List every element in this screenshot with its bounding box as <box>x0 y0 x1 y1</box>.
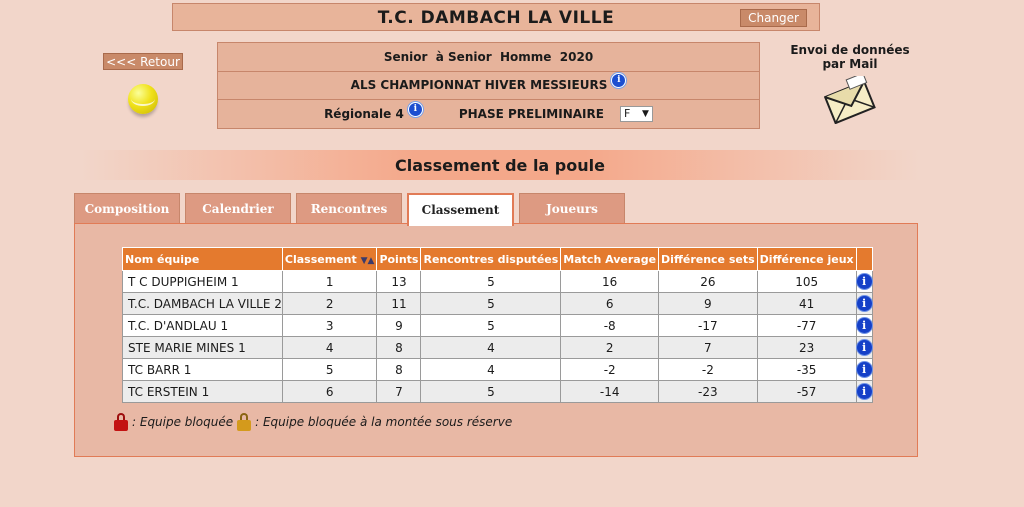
table-cell: -57 <box>757 381 856 403</box>
column-header-matches[interactable]: Rencontres disputées <box>421 248 561 271</box>
table-header-row <box>123 248 873 271</box>
info-cell <box>856 337 872 359</box>
mail-send-label <box>786 43 914 71</box>
tab-classement[interactable]: Classement <box>407 193 514 226</box>
column-header-sets-diff[interactable]: Différence sets <box>659 248 758 271</box>
tab-rencontres[interactable]: Rencontres <box>296 193 402 224</box>
table-cell: 5 <box>421 271 561 293</box>
phase-select-value: F <box>623 107 631 120</box>
back-button[interactable]: <<< Retour <box>103 53 183 70</box>
table-cell: 7 <box>377 381 421 403</box>
tab-composition[interactable]: Composition <box>74 193 180 224</box>
table-cell: -8 <box>561 315 659 337</box>
team-name-cell[interactable]: T C DUPPIGHEIM 1 <box>123 271 283 293</box>
team-name-cell[interactable]: T.C. D'ANDLAU 1 <box>123 315 283 337</box>
table-cell: 3 <box>282 315 377 337</box>
column-header-games-diff[interactable]: Différence jeux <box>757 248 856 271</box>
team-name-cell[interactable]: TC ERSTEIN 1 <box>123 381 283 403</box>
column-header-match-average[interactable]: Match Average <box>561 248 659 271</box>
table-row <box>123 381 873 403</box>
legend <box>114 413 512 431</box>
table-cell: 16 <box>561 271 659 293</box>
table-cell: 1 <box>282 271 377 293</box>
table-cell: -17 <box>659 315 758 337</box>
lock-red-icon <box>114 413 128 431</box>
section-title: Classement de la poule <box>395 156 605 175</box>
section-header <box>80 150 920 180</box>
table-row <box>123 359 873 381</box>
info-icon[interactable]: i <box>857 296 872 311</box>
table-row <box>123 315 873 337</box>
table-cell: -2 <box>561 359 659 381</box>
table-cell: -14 <box>561 381 659 403</box>
table-cell: 26 <box>659 271 758 293</box>
dropdown-arrow-icon: ▼ <box>642 109 649 119</box>
table-cell: -2 <box>659 359 758 381</box>
club-title: T.C. DAMBACH LA VILLE <box>377 8 615 28</box>
table-cell: -77 <box>757 315 856 337</box>
info-icon[interactable]: i <box>408 102 423 117</box>
lock-gold-icon <box>237 413 251 431</box>
table-cell: 8 <box>377 337 421 359</box>
table-cell: 5 <box>421 315 561 337</box>
club-header <box>172 3 820 31</box>
info-cell <box>856 381 872 403</box>
table-row <box>123 271 873 293</box>
table-row <box>123 337 873 359</box>
phase-select[interactable] <box>620 106 653 122</box>
ranking-table-body <box>123 271 873 403</box>
info-icon[interactable]: i <box>857 340 872 355</box>
table-cell: 5 <box>421 293 561 315</box>
team-name-cell[interactable]: TC BARR 1 <box>123 359 283 381</box>
table-cell: -35 <box>757 359 856 381</box>
table-cell: 5 <box>282 359 377 381</box>
info-icon[interactable]: i <box>857 274 872 289</box>
mail-label-line2: par Mail <box>822 57 878 71</box>
column-header-points[interactable]: Points <box>377 248 421 271</box>
column-header-info <box>856 248 872 271</box>
mail-label-line1: Envoi de données <box>790 43 910 57</box>
tennis-ball-icon <box>128 84 158 114</box>
team-name-cell[interactable]: T.C. DAMBACH LA VILLE 2 <box>123 293 283 315</box>
division-label: Régionale 4 <box>324 107 404 121</box>
table-cell: 6 <box>561 293 659 315</box>
category-label: Senior à Senior Homme 2020 <box>383 50 594 64</box>
competition-info <box>217 42 760 129</box>
table-cell: 2 <box>282 293 377 315</box>
category-row <box>218 43 759 72</box>
table-cell: 9 <box>377 315 421 337</box>
legend-blocked-up: : Equipe bloquée à la montée sous réserve <box>255 415 513 429</box>
table-cell: 4 <box>421 359 561 381</box>
table-cell: 8 <box>377 359 421 381</box>
table-cell: 13 <box>377 271 421 293</box>
info-icon[interactable]: i <box>857 384 872 399</box>
table-cell: 23 <box>757 337 856 359</box>
info-icon[interactable]: i <box>857 318 872 333</box>
info-cell <box>856 315 872 337</box>
table-cell: 4 <box>421 337 561 359</box>
division-row <box>218 100 759 128</box>
table-cell: 11 <box>377 293 421 315</box>
column-header-rank[interactable] <box>282 248 377 271</box>
table-cell: 6 <box>282 381 377 403</box>
info-icon[interactable]: i <box>857 362 872 377</box>
phase-label: PHASE PRELIMINAIRE <box>458 107 604 121</box>
mail-envelope-icon[interactable] <box>824 76 876 124</box>
legend-blocked: : Equipe bloquée <box>132 415 234 429</box>
table-cell: -23 <box>659 381 758 403</box>
table-cell: 105 <box>757 271 856 293</box>
table-cell: 5 <box>421 381 561 403</box>
table-cell: 7 <box>659 337 758 359</box>
sort-arrows-icon[interactable]: ▼▲ <box>360 255 375 266</box>
team-name-cell[interactable]: STE MARIE MINES 1 <box>123 337 283 359</box>
table-cell: 41 <box>757 293 856 315</box>
table-cell: 9 <box>659 293 758 315</box>
info-icon[interactable]: i <box>611 73 626 88</box>
info-cell <box>856 293 872 315</box>
championship-label: ALS CHAMPIONNAT HIVER MESSIEURS <box>350 78 608 92</box>
info-cell <box>856 271 872 293</box>
table-cell: 4 <box>282 337 377 359</box>
ranking-table <box>122 247 873 403</box>
table-row <box>123 293 873 315</box>
table-cell: 2 <box>561 337 659 359</box>
tab-joueurs[interactable]: Joueurs <box>519 193 625 224</box>
info-cell <box>856 359 872 381</box>
championship-row <box>218 71 759 100</box>
column-header-team[interactable]: Nom équipe <box>123 248 283 271</box>
tab-calendrier[interactable]: Calendrier <box>185 193 291 224</box>
change-button[interactable]: Changer <box>740 9 807 27</box>
column-header-rank-label: Classement <box>284 252 357 266</box>
